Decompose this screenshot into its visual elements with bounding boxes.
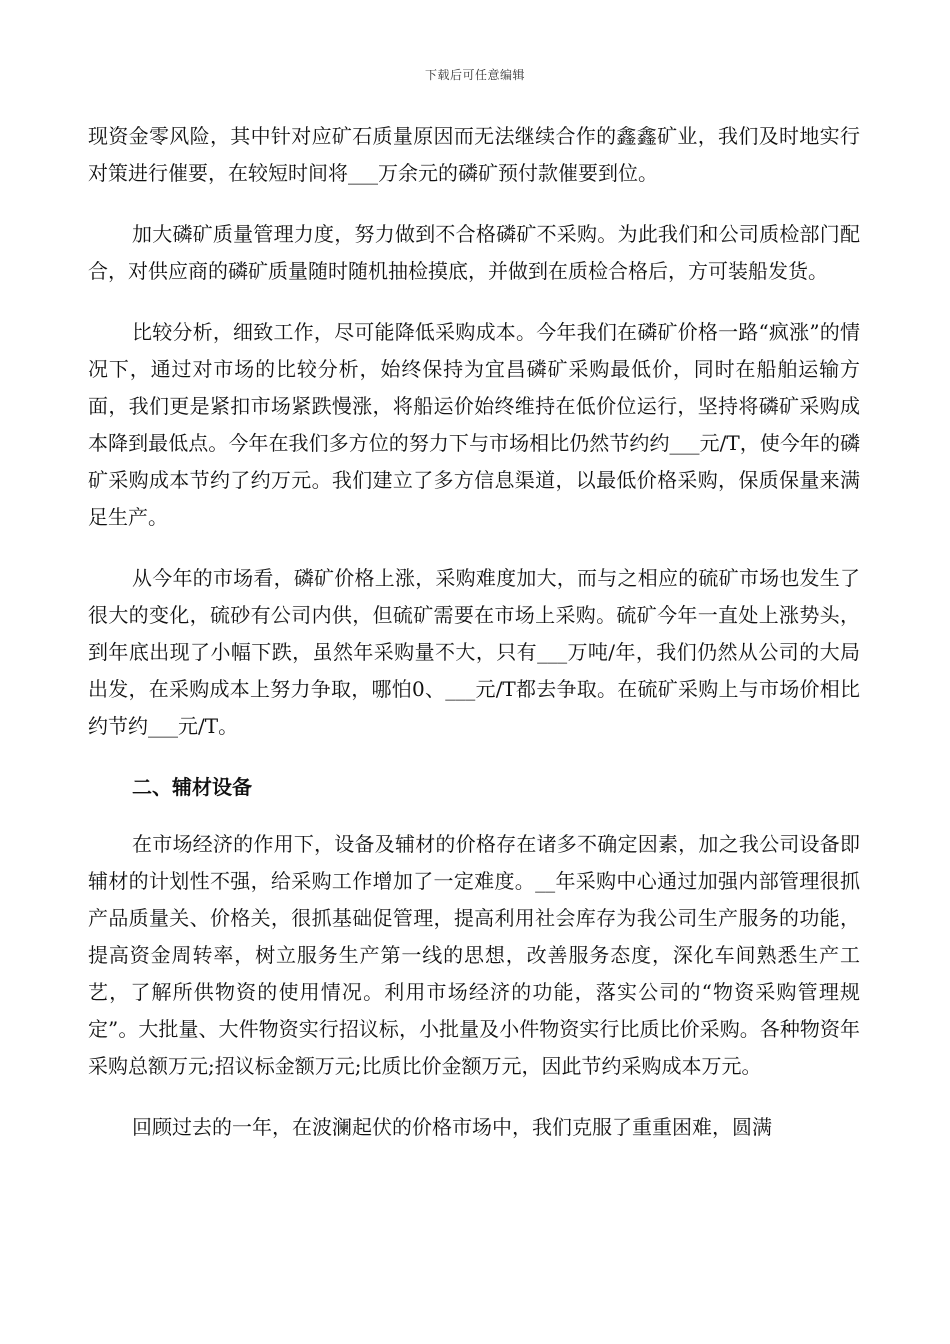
document-body [88, 118, 860, 1170]
paragraph: 在市场经济的作用下，设备及辅材的价格存在诸多不确定因素，加之我公司设备即辅材的计划性不强，给采购工作增加了一定难度。__年采购中心通过加强内部管理很抓产品质量关、价格关，很抓基础促管理，提高利用社会库存为我公司生产服务的功能，提高资金周转率，树立服务生产第一线的思想，改善服务态度，深化车间熟悉生产工艺，了解所供物资的使用情况。利用市场经济的功能，落实公司的“物资采购管理规定”。大批量、大件物资实行招议标，小批量及小件物资实行比质比价采购。各种物资年采购总额万元;招议标金额万元;比质比价金额万元，因此节约采购成本万元。 [88, 832, 860, 1078]
paragraph-continuation: 现资金零风险，其中针对应矿石质量原因而无法继续合作的鑫鑫矿业，我们及时地实行对策进行催要，在较短时间将___万余元的磷矿预付款催要到位。 [88, 124, 860, 185]
section-heading: 二、辅材设备 [132, 775, 252, 799]
paragraph: 加大磷矿质量管理力度，努力做到不合格磷矿不采购。为此我们和公司质检部门配合，对供应商的磷矿质量随时随机抽检摸底，并做到在质检合格后，方可装船发货。 [88, 222, 860, 283]
page-header: 下载后可任意编辑 [424, 68, 525, 82]
paragraph: 从今年的市场看，磷矿价格上涨，采购难度加大，而与之相应的硫矿市场也发生了很大的变化，硫砂有公司内供，但硫矿需要在市场上采购。硫矿今年一直处上涨势头，到年底出现了小幅下跌，虽然年采购量不大，只有___万吨/年，我们仍然从公司的大局出发，在采购成本上努力争取，哪怕0、___元/T都去争取。在硫矿采购上与市场价相比约节约___元/T。 [88, 566, 860, 738]
paragraph: 比较分析，细致工作，尽可能降低采购成本。今年我们在磷矿价格一路“疯涨”的情况下，通过对市场的比较分析，始终保持为宜昌磷矿采购最低价，同时在船舶运输方面，我们更是紧扣市场紧跌慢涨，将船运价始终维持在低价位运行，坚持将磷矿采购成本降到最低点。今年在我们多方位的努力下与市场相比仍然节约约___元/T，使今年的磷矿采购成本节约了约万元。我们建立了多方信息渠道，以最低价格采购，保质保量来满足生产。 [88, 320, 860, 529]
paragraph: 回顾过去的一年，在波澜起伏的价格市场中，我们克服了重重困难，圆满 [132, 1115, 772, 1139]
